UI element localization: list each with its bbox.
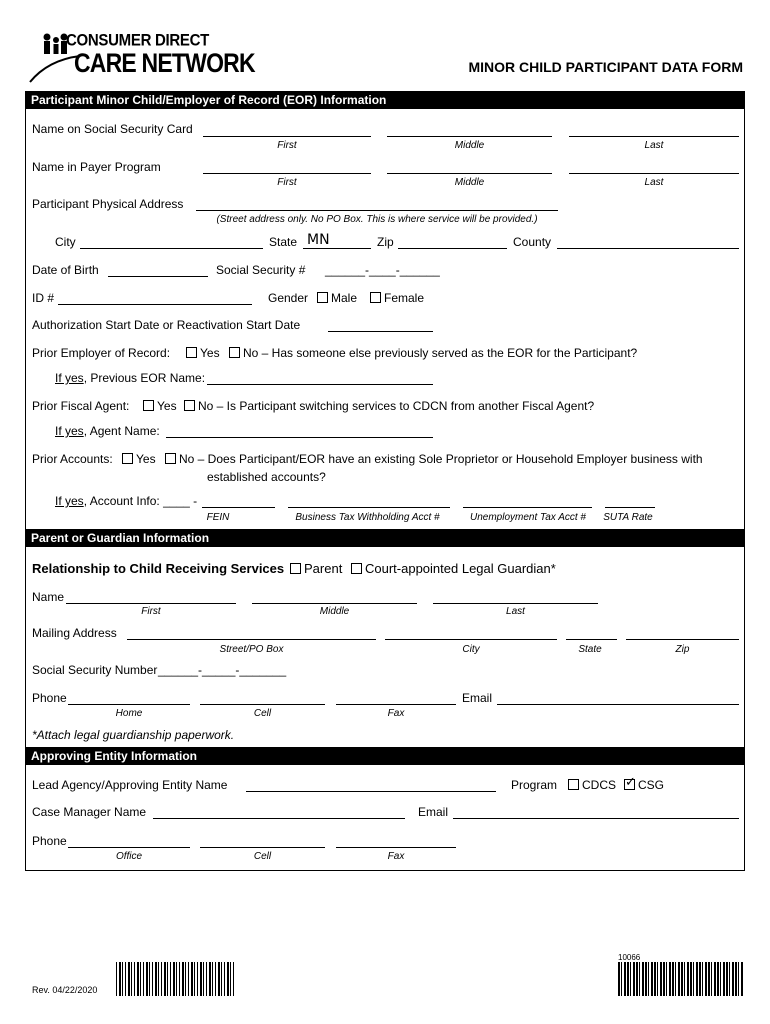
prior-eor-no-text: No – Has someone else previously served as the EOR for the Participant? (243, 346, 638, 360)
agent-name-text: , Agent Name: (83, 424, 160, 438)
prior-acc-yes-text: Yes (136, 452, 156, 466)
name-ssc-last-field[interactable] (569, 136, 739, 137)
program-csg-option[interactable] (624, 778, 664, 792)
guardian-phone-label: Phone (32, 691, 67, 705)
id-field[interactable] (58, 304, 252, 305)
prior-acc-no-text-2: established accounts? (207, 470, 326, 484)
lead-agency-field[interactable] (246, 791, 496, 792)
if-yes-text: If yes (55, 494, 84, 508)
case-manager-field[interactable] (153, 818, 405, 819)
prev-eor-name-label (55, 371, 205, 385)
barcode-left (116, 962, 234, 996)
relationship-parent-option[interactable] (290, 561, 342, 576)
case-manager-email-label: Email (418, 805, 449, 819)
program-cdcs-checkbox[interactable] (568, 779, 579, 790)
cm-fax-caption: Fax (387, 851, 405, 862)
auth-field[interactable] (328, 331, 433, 332)
guardian-phone-cell-field[interactable] (200, 704, 325, 705)
name-ssc-middle-field[interactable] (387, 136, 552, 137)
name-payer-last-caption: Last (644, 177, 664, 188)
mailing-label: Mailing Address (32, 626, 117, 640)
mailing-street-field[interactable] (127, 639, 376, 640)
cm-cell-caption: Cell (253, 851, 272, 862)
barcode-right (618, 962, 743, 996)
section-parent-title: Parent or Guardian Information (25, 529, 745, 547)
relationship-parent-checkbox[interactable] (290, 563, 301, 574)
form-title: MINOR CHILD PARTICIPANT DATA FORM (468, 59, 743, 75)
state-label: State (269, 235, 298, 249)
account-info-label (55, 494, 197, 508)
mailing-zip-field[interactable] (626, 639, 739, 640)
cm-phone-office-field[interactable] (68, 847, 190, 848)
account-info-text: , Account Info: (83, 494, 160, 508)
dob-label: Date of Birth (32, 263, 99, 277)
agent-name-label (55, 424, 160, 438)
mailing-state-caption: State (578, 644, 602, 655)
logo-line1: CONSUMER DIRECT (66, 31, 210, 50)
mailing-zip-caption: Zip (675, 644, 690, 655)
city-field[interactable] (80, 248, 263, 249)
logo-line2: CARE NETWORK (74, 48, 255, 78)
zip-field[interactable] (398, 248, 507, 249)
mailing-state-field[interactable] (566, 639, 617, 640)
prior-eor-label: Prior Employer of Record: (32, 346, 171, 360)
relationship-guardian-text: Court-appointed Legal Guardian* (365, 561, 556, 576)
gender-male-text: Male (331, 291, 358, 305)
prior-fa-yes-checkbox[interactable] (143, 400, 154, 411)
mailing-city-field[interactable] (385, 639, 557, 640)
suta-field[interactable] (605, 507, 655, 508)
name-ssc-label: Name on Social Security Card (32, 122, 193, 136)
guardian-fax-caption: Fax (387, 708, 405, 719)
lead-agency-label: Lead Agency/Approving Entity Name (32, 778, 228, 792)
guardian-ssn-label: Social Security Number (32, 663, 158, 677)
guardian-home-caption: Home (115, 708, 143, 719)
guardian-cell-caption: Cell (253, 708, 272, 719)
program-cdcs-option[interactable] (568, 778, 616, 792)
section-participant-title: Participant Minor Child/Employer of Record (EOR) Information (25, 91, 745, 109)
agent-name-field[interactable] (166, 437, 433, 438)
prior-fa-label: Prior Fiscal Agent: (32, 399, 130, 413)
name-payer-middle-caption: Middle (454, 177, 485, 188)
account-mask: ____ - (163, 494, 198, 508)
name-payer-last-field[interactable] (569, 173, 739, 174)
prior-fa-no-option[interactable] (184, 399, 594, 413)
city-label: City (55, 235, 76, 249)
name-ssc-first-caption: First (277, 140, 297, 151)
case-manager-phone-label: Phone (32, 834, 67, 848)
prior-fa-no-text: No – Is Participant switching services to CDCN from another Fiscal Agent? (198, 399, 595, 413)
cm-office-caption: Office (115, 851, 143, 862)
prior-acc-yes-checkbox[interactable] (122, 453, 133, 464)
name-payer-first-caption: First (277, 177, 297, 188)
btwa-field[interactable] (288, 507, 450, 508)
prior-eor-no-checkbox[interactable] (229, 347, 240, 358)
guardian-email-label: Email (462, 691, 493, 705)
guardian-first-caption: First (141, 606, 161, 617)
cm-phone-fax-field[interactable] (336, 847, 456, 848)
address-note: (Street address only. No PO Box. This is where service will be provided.) (216, 214, 538, 225)
fein-caption: FEIN (206, 512, 230, 523)
prior-eor-no-option[interactable] (229, 346, 637, 360)
prior-acc-no-text: No – Does Participant/EOR have an existing Sole Proprietor or Household Employer business with (179, 452, 703, 466)
prior-eor-yes-text: Yes (200, 346, 220, 360)
relationship-guardian-checkbox[interactable] (351, 563, 362, 574)
guardian-phone-home-field[interactable] (68, 704, 190, 705)
mailing-city-caption: City (462, 644, 480, 655)
program-cdcs-text: CDCS (582, 778, 617, 792)
gender-male-option[interactable] (317, 291, 357, 305)
gender-female-checkbox[interactable] (370, 292, 381, 303)
guardian-middle-caption: Middle (319, 606, 350, 617)
guardian-first-field[interactable] (66, 603, 236, 604)
address-label: Participant Physical Address (32, 197, 184, 211)
dob-field[interactable] (108, 276, 208, 277)
name-ssc-middle-caption: Middle (454, 140, 485, 151)
section-approving-title: Approving Entity Information (25, 747, 745, 765)
name-payer-label: Name in Payer Program (32, 160, 161, 174)
prior-fa-yes-option[interactable] (143, 399, 177, 413)
state-value[interactable]: MN (307, 232, 330, 248)
revision-text: Rev. 04/22/2020 (32, 985, 98, 995)
prior-acc-yes-option[interactable] (122, 452, 156, 466)
gender-female-option[interactable] (370, 291, 424, 305)
prior-eor-yes-option[interactable] (186, 346, 220, 360)
relationship-guardian-option[interactable] (351, 561, 556, 576)
uta-caption: Unemployment Tax Acct # (470, 512, 586, 523)
relationship-parent-text: Parent (304, 561, 343, 576)
program-csg-checkbox[interactable] (624, 779, 635, 790)
guardian-last-caption: Last (506, 606, 525, 617)
county-field[interactable] (557, 248, 739, 249)
auth-label: Authorization Start Date or Reactivation Start Date (32, 318, 301, 332)
id-label: ID # (32, 291, 55, 305)
name-ssc-last-caption: Last (644, 140, 664, 151)
name-ssc-first-field[interactable] (203, 136, 371, 137)
guardian-last-field[interactable] (433, 603, 598, 604)
if-yes-text: If yes (55, 424, 84, 438)
state-field[interactable] (303, 248, 371, 249)
logo (28, 30, 255, 90)
county-label: County (513, 235, 552, 249)
logo-swoosh (28, 52, 88, 84)
zip-label: Zip (377, 235, 394, 249)
prev-eor-name-field[interactable] (207, 384, 433, 385)
guardian-middle-field[interactable] (252, 603, 417, 604)
suta-caption: SUTA Rate (603, 512, 653, 523)
guardian-name-label: Name (32, 590, 65, 604)
guardian-ssn-field[interactable]: ______-_____-_______ (158, 663, 287, 677)
prev-eor-text: , Previous EOR Name: (83, 371, 206, 385)
case-manager-label: Case Manager Name (32, 805, 147, 819)
address-field[interactable] (196, 210, 558, 211)
mailing-street-caption: Street/PO Box (219, 644, 284, 655)
uta-field[interactable] (463, 507, 592, 508)
ssn-label: Social Security # (216, 263, 306, 277)
gender-male-checkbox[interactable] (317, 292, 328, 303)
case-manager-email-field[interactable] (453, 818, 739, 819)
fein-field[interactable] (202, 507, 275, 508)
program-csg-text: CSG (638, 778, 665, 792)
prior-acc-no-option[interactable] (165, 452, 703, 466)
name-payer-middle-field[interactable] (387, 173, 552, 174)
form-number: 10066 (618, 953, 641, 962)
guardian-phone-fax-field[interactable] (336, 704, 456, 705)
relationship-label: Relationship to Child Receiving Services (32, 561, 285, 576)
ssn-field[interactable]: ______-____-______ (325, 263, 440, 277)
attach-note: *Attach legal guardianship paperwork. (32, 728, 235, 742)
if-yes-text: If yes (55, 371, 84, 385)
prior-fa-no-checkbox[interactable] (184, 400, 195, 411)
prior-fa-yes-text: Yes (157, 399, 177, 413)
guardian-email-field[interactable] (497, 704, 739, 705)
cm-phone-cell-field[interactable] (200, 847, 325, 848)
gender-label: Gender (268, 291, 309, 305)
name-payer-first-field[interactable] (203, 173, 371, 174)
prior-acc-no-checkbox[interactable] (165, 453, 176, 464)
prior-eor-yes-checkbox[interactable] (186, 347, 197, 358)
prior-acc-label: Prior Accounts: (32, 452, 113, 466)
program-label: Program (511, 778, 558, 792)
btwa-caption: Business Tax Withholding Acct # (295, 512, 440, 523)
gender-female-text: Female (384, 291, 425, 305)
